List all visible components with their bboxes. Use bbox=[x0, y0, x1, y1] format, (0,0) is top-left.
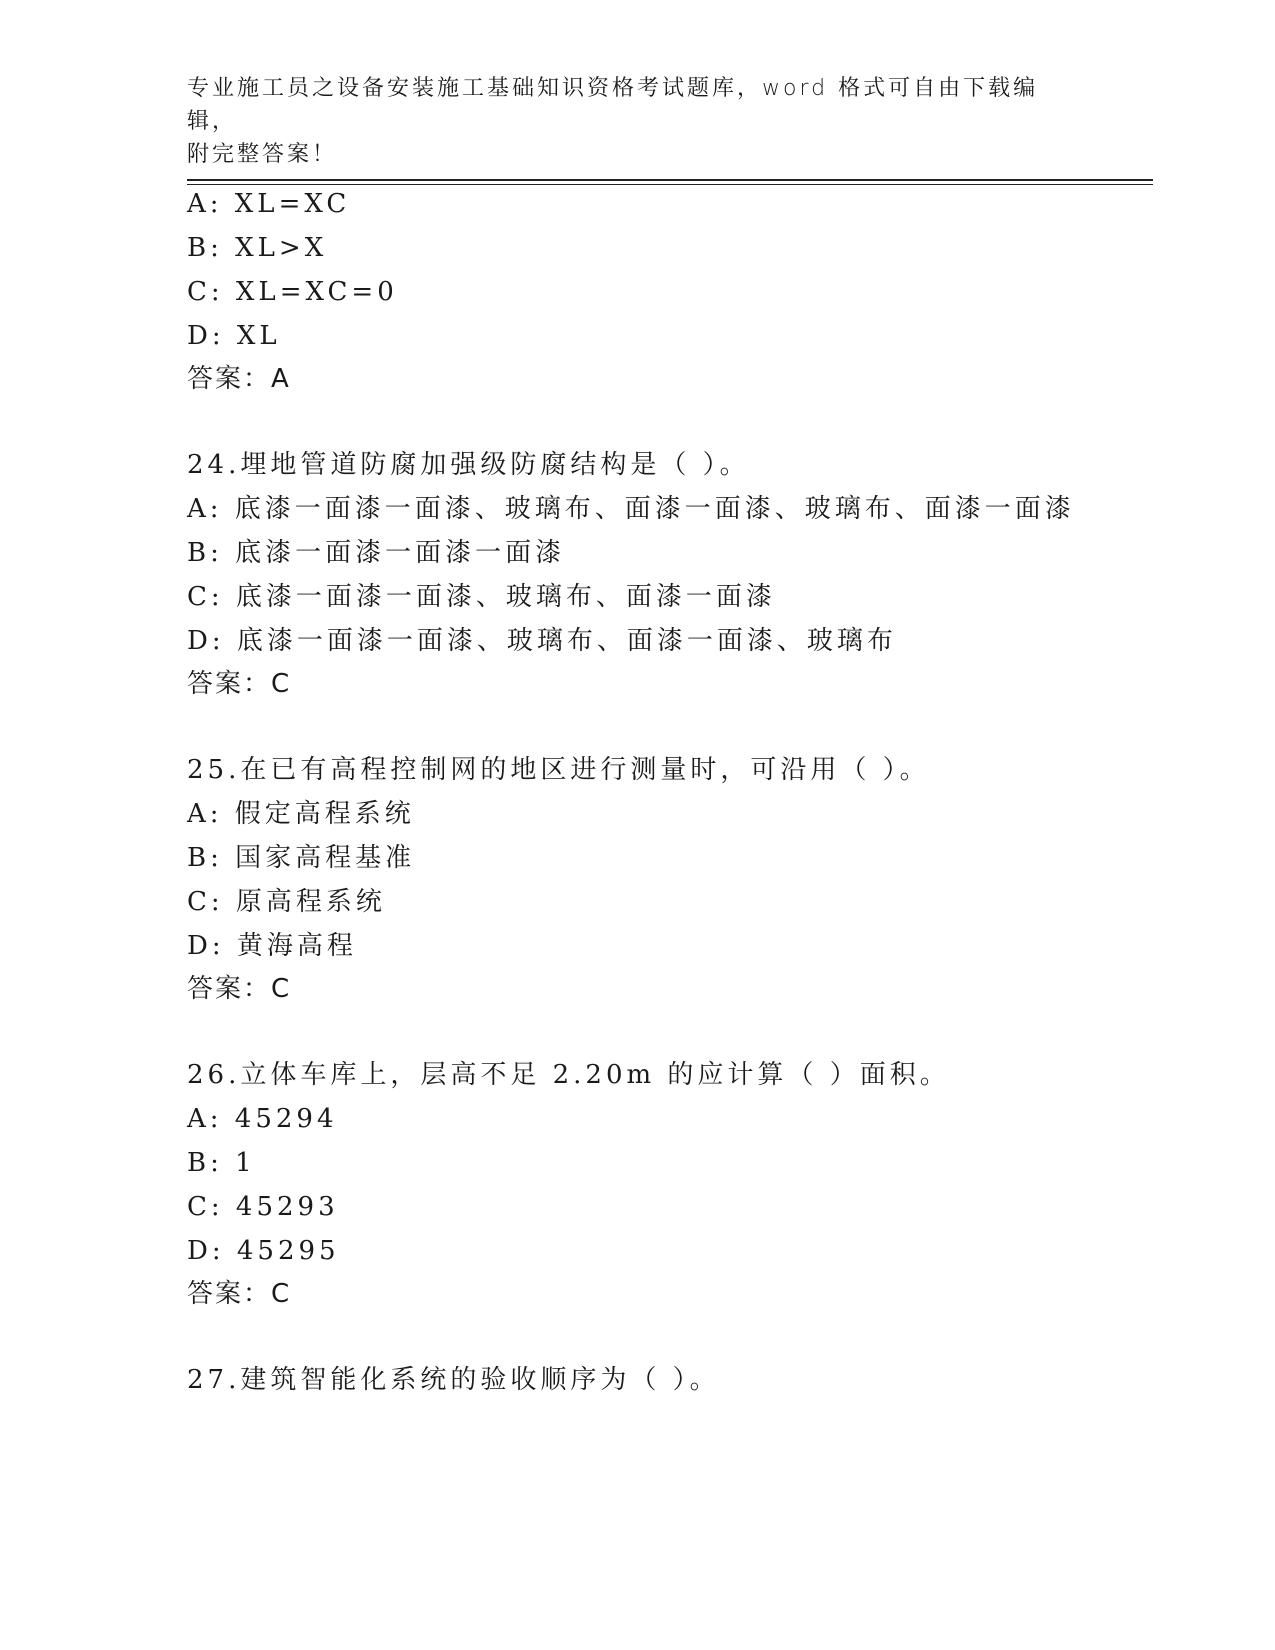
q27-question: 27.建筑智能化系统的验收顺序为（ ）。 bbox=[187, 1365, 720, 1395]
header-line-1: 专业施工员之设备安装施工基础知识资格考试题库，word 格式可自由下载编辑， bbox=[187, 76, 1039, 134]
q23-answer: 答案：A bbox=[187, 364, 291, 394]
q24-question: 24.埋地管道防腐加强级防腐结构是（ ）。 bbox=[187, 450, 750, 480]
q25-option-c: C: 原高程系统 bbox=[187, 887, 386, 917]
q26-option-a: A: 45294 bbox=[187, 1104, 338, 1134]
document-header bbox=[187, 72, 1087, 171]
q25-question: 25.在已有高程控制网的地区进行测量时，可沿用（ ）。 bbox=[187, 755, 930, 785]
q26-option-c: C: 45293 bbox=[187, 1192, 339, 1222]
q23-option-a: A: XL=XC bbox=[187, 189, 351, 219]
q24-option-a: A: 底漆一面漆一面漆、玻璃布、面漆一面漆、玻璃布、面漆一面漆 bbox=[187, 494, 1075, 524]
q26-option-b: B: 1 bbox=[187, 1148, 256, 1178]
q25-answer: 答案：C bbox=[187, 974, 292, 1004]
header-line-2: 附完整答案！ bbox=[187, 142, 338, 167]
q24-option-b: B: 底漆一面漆一面漆一面漆 bbox=[187, 538, 566, 568]
q25-option-a: A: 假定高程系统 bbox=[187, 799, 415, 829]
header-divider-thin bbox=[187, 184, 1153, 185]
header-divider-thick bbox=[187, 179, 1153, 181]
q26-option-d: D: 45295 bbox=[187, 1236, 340, 1266]
q23-option-d: D: XL bbox=[187, 321, 281, 351]
q23-option-b: B: XL>X bbox=[187, 233, 328, 263]
q24-option-d: D: 底漆一面漆一面漆、玻璃布、面漆一面漆、玻璃布 bbox=[187, 626, 897, 656]
q25-option-b: B: 国家高程基准 bbox=[187, 843, 416, 873]
q24-option-c: C: 底漆一面漆一面漆、玻璃布、面漆一面漆 bbox=[187, 582, 776, 612]
q26-question: 26.立体车库上，层高不足 2.20m 的应计算（ ）面积。 bbox=[187, 1060, 950, 1090]
q25-option-d: D: 黄海高程 bbox=[187, 931, 357, 961]
q24-answer: 答案：C bbox=[187, 669, 292, 699]
q23-option-c: C: XL=XC=0 bbox=[187, 277, 398, 307]
q26-answer: 答案：C bbox=[187, 1279, 292, 1309]
